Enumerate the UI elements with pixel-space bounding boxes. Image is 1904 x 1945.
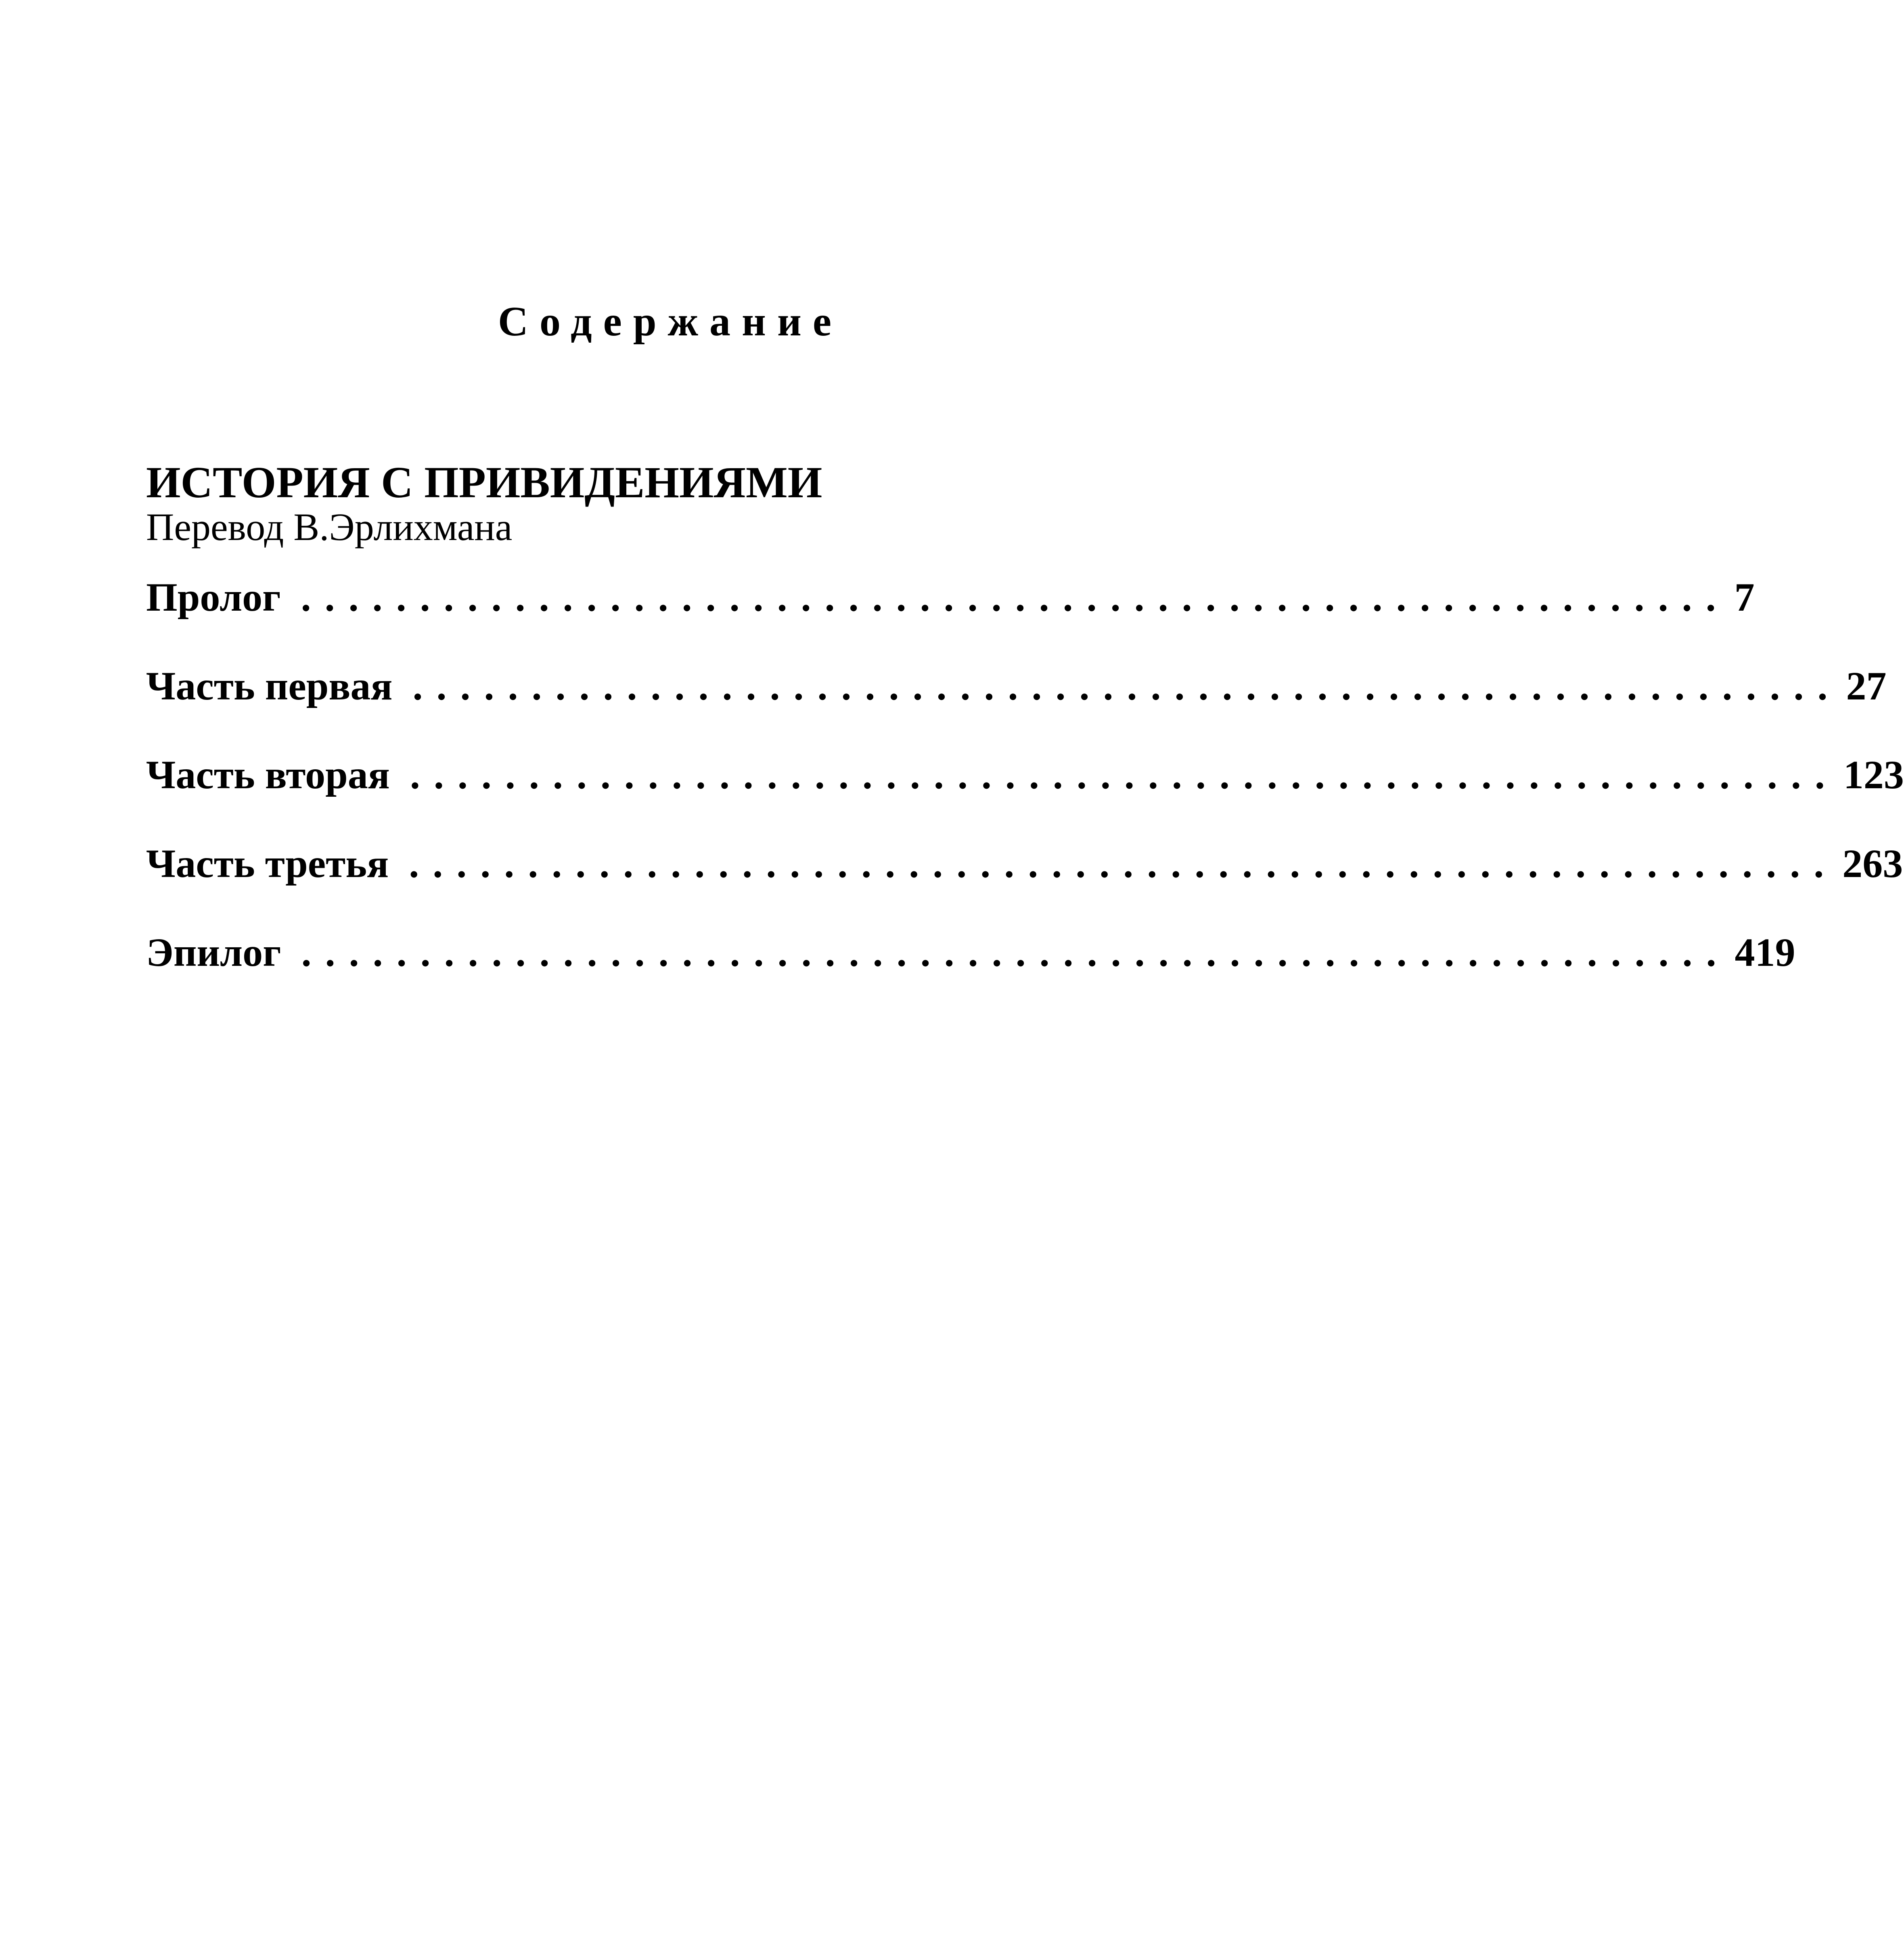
toc-dot-leader: ............................................................ <box>412 664 1841 708</box>
toc-dot-leader: ............................................................ <box>409 841 1838 886</box>
toc-entry-label: Эпилог <box>146 930 281 975</box>
toc-entry-page: 7 <box>1734 575 1755 620</box>
toc-entry-prologue <box>146 575 1755 620</box>
contents-heading: Содержание <box>498 298 843 345</box>
toc-entry-page: 419 <box>1735 930 1795 975</box>
work-title: ИСТОРИЯ С ПРИВИДЕНИЯМИ <box>146 458 822 507</box>
toc-entry-page: 27 <box>1846 664 1887 708</box>
toc-dot-leader: ............................................................ <box>301 575 1730 620</box>
toc-entry-part-three <box>146 841 1903 886</box>
toc-entry-label: Пролог <box>146 575 281 620</box>
toc-entry-page: 263 <box>1842 841 1903 886</box>
toc-entry-part-two <box>146 752 1904 797</box>
toc-entry-label: Часть первая <box>146 664 393 708</box>
toc-dot-leader: ............................................................ <box>301 930 1730 975</box>
toc-dot-leader: ............................................................ <box>410 752 1839 797</box>
toc-entry-label: Часть третья <box>146 841 389 886</box>
toc-entry-page: 123 <box>1843 752 1904 797</box>
toc-entry-label: Часть вторая <box>146 752 390 797</box>
translator-credit: Перевод В.Эрлихмана <box>146 505 513 549</box>
toc-entry-part-one <box>146 664 1887 708</box>
toc-entry-epilogue <box>146 930 1795 975</box>
